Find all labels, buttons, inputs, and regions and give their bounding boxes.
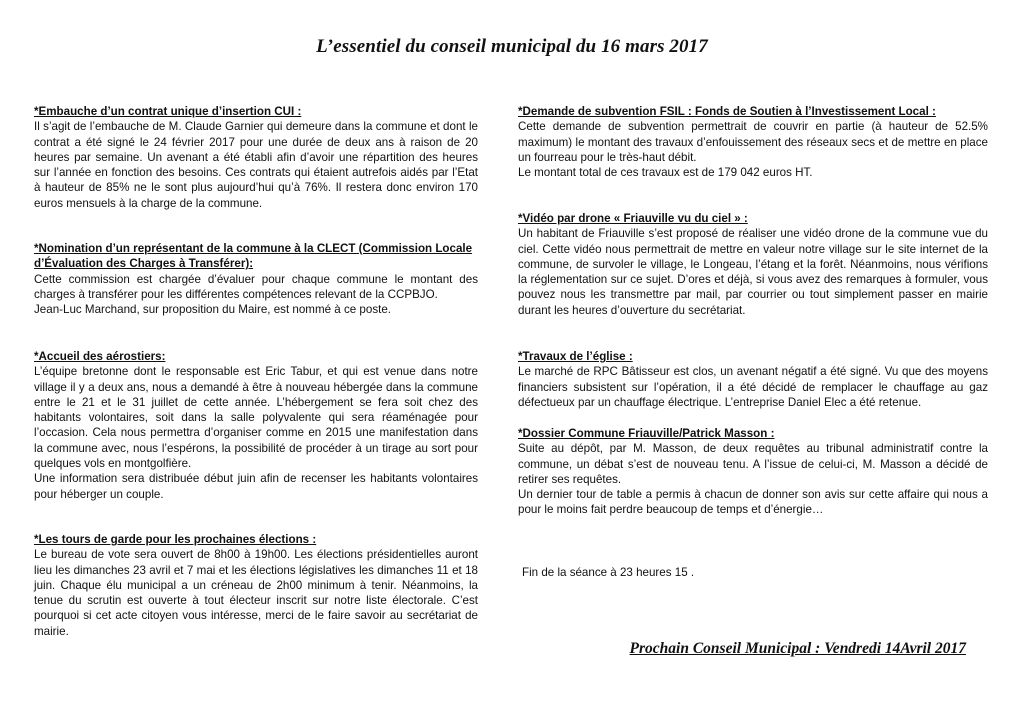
section-masson-case bbox=[518, 426, 988, 518]
section-paragraph: L’équipe bretonne dont le responsable est Eric Tabur, et qui est venue dans notre village il y a deux ans, nous a demandé à être à nouveau hébergée dans la commune entre le 21 et le 31 juillet de cette année. L’hébergement se fera soit chez des habitants volontaires, soit dans la salle polyvalente qui sera réaménagée pour l’occasion. Cela nous permettra d’organiser comme en 2015 une manifestation dans la commune avec, nous l’espérons, la possibilité de procéder à un tirage au sort pour quelques vols en montgolfière. bbox=[34, 365, 478, 471]
section-paragraph: Cette commission est chargée d’évaluer pour chaque commune le montant des charges à transférer pour les différentes compétences relevant de la CCPBJO. bbox=[34, 272, 478, 301]
section-paragraph: Jean-Luc Marchand, sur proposition du Maire, est nommé à ce poste. bbox=[34, 303, 392, 317]
section-heading: *Les tours de garde pour les prochaines élections : bbox=[34, 533, 317, 546]
section-paragraph: Un habitant de Friauville s’est proposé de réaliser une vidéo drone de la commune vue du ciel. Cette vidéo nous permettrait de mettre en valeur notre village sur le site internet de la commune, de survoler le village, le Longeau, l’étang et la forêt. Néanmoins, nous vérifions la réglementation sur ce sujet. D’ores et déjà, si vous avez des remarques à formuler, vous pouvez nous les transmettre par mail, par courrier ou tout simplement passer en mairie durant les heures d’ouverture du secrétariat. bbox=[518, 227, 988, 317]
section-heading: *Dossier Commune Friauville/Patrick Masson : bbox=[518, 427, 775, 440]
section-drone-video bbox=[518, 211, 988, 318]
section-elections bbox=[34, 532, 478, 639]
section-church-works bbox=[518, 349, 988, 410]
section-heading: *Vidéo par drone « Friauville vu du ciel » : bbox=[518, 212, 748, 225]
section-cui bbox=[34, 104, 478, 211]
section-paragraph: Le montant total de ces travaux est de 179 042 euros HT. bbox=[518, 166, 813, 180]
section-paragraph: Une information sera distribuée début juin afin de recenser les habitants volontaires pour héberger un couple. bbox=[34, 472, 478, 501]
section-fsil bbox=[518, 104, 988, 180]
page-title: L’essentiel du conseil municipal du 16 mars 2017 bbox=[316, 36, 708, 57]
section-heading: *Travaux de l’église : bbox=[518, 350, 633, 363]
session-end-note: Fin de la séance à 23 heures 15 . bbox=[522, 566, 695, 579]
section-heading: *Nomination d’un représentant de la commune à la CLECT (Commission Locale d’Évaluation des Charges à Transférer): bbox=[34, 242, 473, 271]
section-aerostiers bbox=[34, 349, 478, 502]
section-paragraph: Suite au dépôt, par M. Masson, de deux requêtes au tribunal administratif contre la commune, un débat s’est de nouveau tenu. A l’issue de celui-ci, M. Masson a décidé de retirer ses requêtes. bbox=[518, 442, 988, 486]
next-meeting-notice: Prochain Conseil Municipal : Vendredi 14Avril 2017 bbox=[629, 640, 966, 657]
section-paragraph: Un dernier tour de table a permis à chacun de donner son avis sur cette affaire qui nous a pour le moins fait perdre beaucoup de temps et d’énergie… bbox=[518, 488, 988, 517]
section-heading: *Demande de subvention FSIL : Fonds de Soutien à l’Investissement Local : bbox=[518, 105, 936, 118]
section-heading: *Embauche d’un contrat unique d’insertion CUI : bbox=[34, 105, 302, 118]
section-clect bbox=[34, 241, 478, 317]
section-paragraph: Le bureau de vote sera ouvert de 8h00 à 19h00. Les élections présidentielles auront lieu les dimanches 23 avril et 7 mai et les élections législatives les dimanches 11 et 18 juin. Chaque élu municipal a un créneau de 2h00 minimum à tenir. Néanmoins, la tenue du scrutin est ouverte à tout électeur inscrit sur notre liste électorale. C’est pourquoi si cet acte citoyen vous intéresse, merci de le faire savoir au secrétariat de mairie. bbox=[34, 548, 478, 638]
section-paragraph: Il s’agit de l’embauche de M. Claude Garnier qui demeure dans la commune et dont le contrat a été signé le 24 février 2017 pour une durée de deux ans à raison de 20 heures par semaine. Un avenant a été établi afin d’avoir une répartition des heures sur l’année en fonction des besoins. Ces contrats qui étaient autrefois aidés par l’Etat à hauteur de 85% ne le sont plus aujourd’hui qu’à 76%. Il restera donc environ 170 euros mensuels à la charge de la commune. bbox=[34, 120, 478, 210]
section-paragraph: Le marché de RPC Bâtisseur est clos, un avenant négatif a été signé. Vu que des moyens financiers subsistent sur l’opération, il a été décidé de remplacer le chauffage au gaz défectueux par un chauffage électrique. L’entreprise Daniel Elec a été retenue. bbox=[518, 365, 988, 409]
section-paragraph: Cette demande de subvention permettrait de couvrir en partie (à hauteur de 52.5% maximum) le montant des travaux d’enfouissement des réseaux secs et de mettre en place un fourreau pour le très-haut débit. bbox=[518, 120, 988, 164]
section-heading: *Accueil des aérostiers: bbox=[34, 350, 166, 363]
